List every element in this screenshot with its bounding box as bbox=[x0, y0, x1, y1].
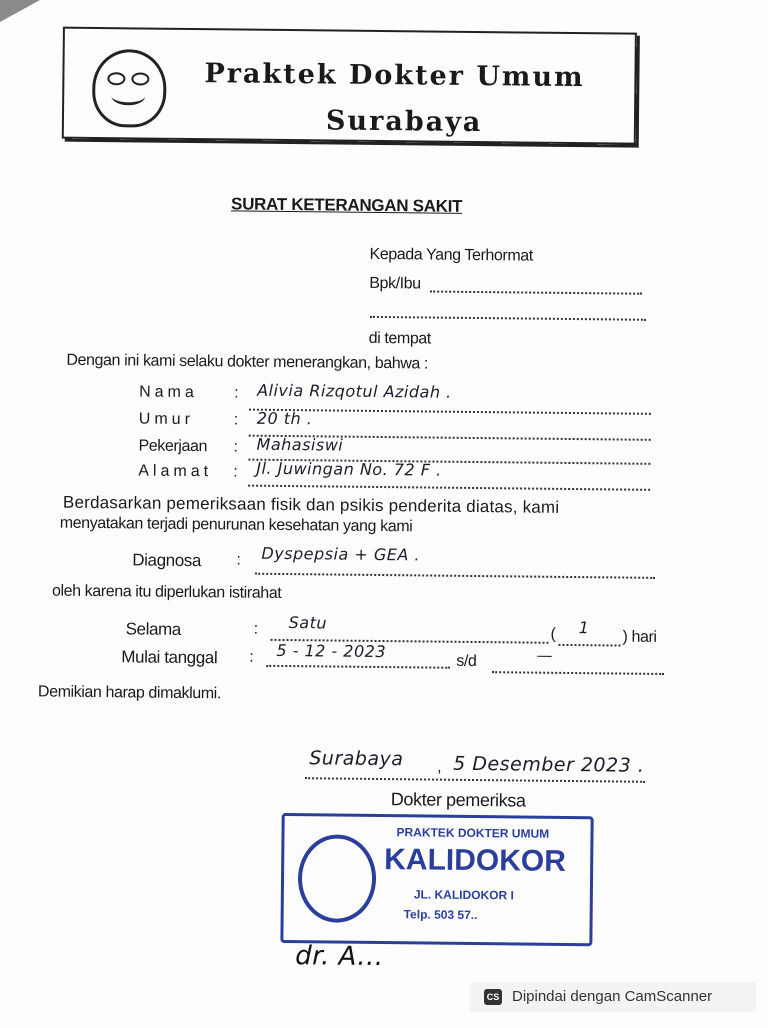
colon: : bbox=[253, 620, 258, 638]
colon: : bbox=[233, 438, 238, 456]
field-label-alamat: Alamat bbox=[138, 462, 213, 481]
stamp-phone: Telp. 503 57.. bbox=[403, 907, 478, 923]
colon: : bbox=[236, 551, 241, 569]
dotted-line bbox=[305, 777, 645, 783]
colon: : bbox=[233, 411, 238, 429]
field-value-pekerjaan: Mahasiswi bbox=[256, 434, 344, 455]
mulai-value: 5 - 12 - 2023 bbox=[276, 640, 387, 662]
place-value: Surabaya bbox=[309, 747, 404, 771]
doctor-logo-icon bbox=[92, 49, 167, 128]
field-value-alamat: Jl. Juwingan No. 72 F . bbox=[256, 458, 442, 480]
dotted-line bbox=[255, 573, 655, 579]
camscanner-icon: CS bbox=[484, 989, 502, 1005]
logo-eye-icon bbox=[107, 72, 125, 85]
dotted-line bbox=[558, 644, 620, 647]
signature: dr. A... bbox=[295, 941, 384, 973]
paren-open: ( bbox=[550, 625, 556, 643]
dotted-line bbox=[492, 671, 664, 675]
field-value-umur: 20 th . bbox=[256, 408, 313, 429]
stamp-name: KALIDOKOR bbox=[384, 843, 567, 878]
paragraph-line2: menyatakan terjadi penurunan kesehatan yang kami bbox=[59, 514, 413, 536]
letterhead-title: Praktek Dokter Umum bbox=[204, 58, 585, 94]
signature-label: Dokter pemeriksa bbox=[390, 789, 526, 811]
comma: , bbox=[437, 758, 442, 776]
diagnosa-value: Dyspepsia + GEA . bbox=[261, 543, 421, 565]
selama-number: 1 bbox=[578, 618, 590, 638]
addressee-line3: di tempat bbox=[368, 329, 431, 348]
end-date-value: — bbox=[536, 645, 553, 665]
hari-label: ) hari bbox=[622, 628, 657, 646]
addressee-line1: Kepada Yang Terhormat bbox=[369, 245, 533, 265]
logo-mouth-icon bbox=[111, 86, 145, 105]
stamp-logo-icon bbox=[298, 834, 377, 923]
field-label-nama: Nama bbox=[139, 383, 198, 402]
selama-label: Selama bbox=[125, 619, 181, 639]
closing-text: Demikian harap dimaklumi. bbox=[37, 683, 222, 703]
paragraph-line1: Berdasarkan pemeriksaan fisik dan psikis penderita diatas, kami bbox=[62, 492, 560, 517]
colon: : bbox=[233, 463, 238, 481]
camscanner-badge bbox=[470, 982, 756, 1012]
selama-value: Satu bbox=[288, 613, 328, 633]
letterhead-city: Surabaya bbox=[325, 105, 483, 139]
dotted-line bbox=[370, 316, 646, 321]
field-label-pekerjaan: Pekerjaan bbox=[138, 437, 208, 456]
document-title: SURAT KETERANGAN SAKIT bbox=[230, 194, 463, 216]
dotted-line bbox=[266, 665, 450, 669]
mulai-label: Mulai tanggal bbox=[121, 647, 218, 668]
camscanner-text: Dipindai dengan CamScanner bbox=[512, 988, 713, 1005]
colon: : bbox=[234, 384, 239, 402]
dotted-line bbox=[248, 485, 650, 491]
doctor-stamp bbox=[280, 813, 593, 946]
field-value-nama: Alivia Rizqotul Azidah . bbox=[257, 380, 452, 402]
diagnosa-label: Diagnosa bbox=[132, 550, 202, 571]
sd-label: s/d bbox=[456, 652, 477, 671]
dotted-line bbox=[430, 291, 642, 295]
addressee-line2: Bpk/Ibu bbox=[369, 274, 421, 293]
colon: : bbox=[249, 648, 254, 666]
field-label-umur: Umur bbox=[138, 410, 195, 429]
stamp-top-text: PRAKTEK DOKTER UMUM bbox=[396, 825, 550, 841]
rest-text: oleh karena itu diperlukan istirahat bbox=[51, 582, 282, 602]
logo-eye-icon bbox=[131, 72, 149, 85]
stamp-address: JL. KALIDOKOR I bbox=[413, 887, 514, 903]
intro-text: Dengan ini kami selaku dokter menerangkan, bahwa : bbox=[66, 351, 429, 373]
date-value: 5 Desember 2023 . bbox=[453, 752, 645, 777]
